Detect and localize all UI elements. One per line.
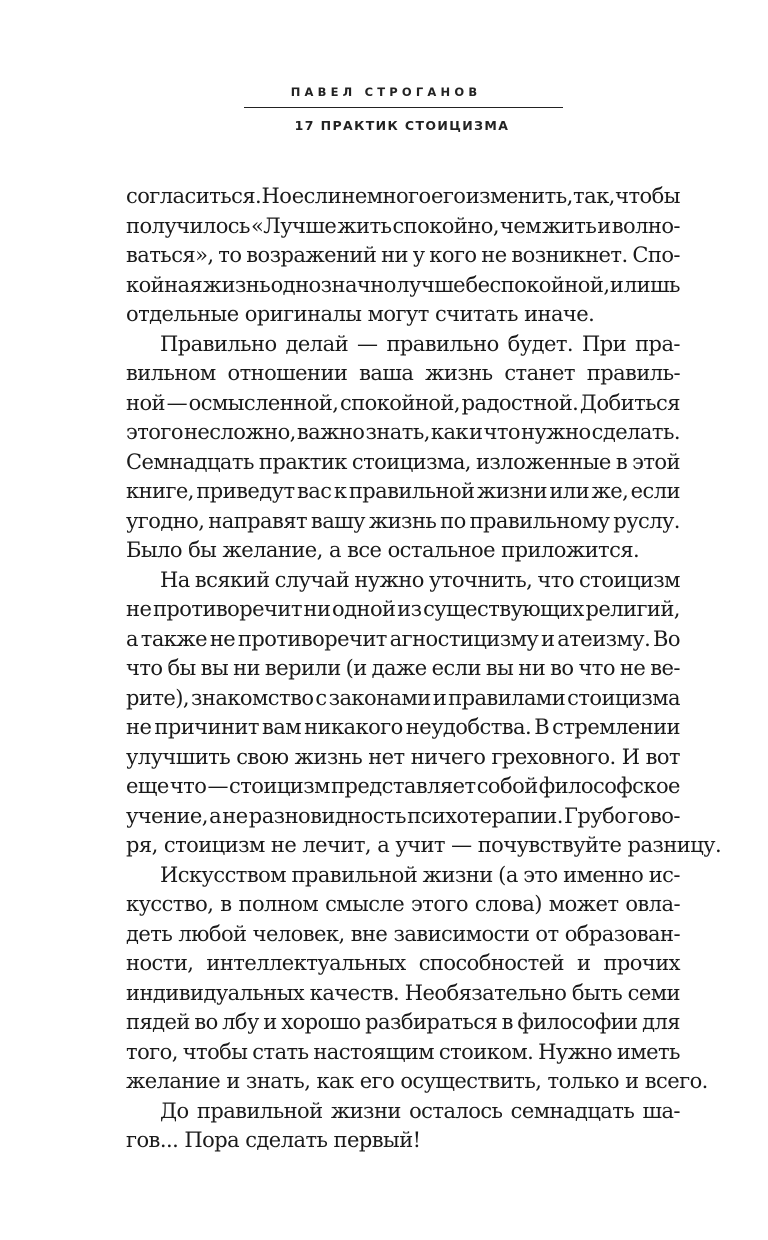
text-line: пядей во лбу и хорошо разбираться в философии для: [126, 1010, 680, 1034]
text-line: книге, приведут вас к правильной жизни или же, если: [126, 479, 680, 503]
text-line: улучшить свою жизнь нет ничего греховного. И вот: [126, 744, 680, 769]
running-head-book-title: 17 ПРАКТИК СТОИЦИЗМА: [294, 118, 510, 133]
text-line: индивидуальных качеств. Необязательно быть семи: [126, 980, 680, 1005]
text-line: что бы вы ни верили (и даже если вы ни во что не ве-: [126, 656, 680, 680]
text-line: Правильно делай — правильно будет. При пра-: [160, 331, 680, 356]
text-line: Семнадцать практик стоицизма, изложенные в этой: [126, 449, 680, 474]
text-line: а также не противоречит агностицизму и атеизму. Во: [126, 626, 680, 651]
text-line: ной — осмысленной, спокойной, радостной. Добиться: [126, 390, 680, 415]
text-line: кусство, в полном смысле этого слова) может овла-: [126, 892, 680, 916]
text-line: ности, интеллектуальных способностей и прочих: [126, 951, 680, 975]
text-line: этого несложно, важно знать, как и что нужно сделать.: [126, 420, 680, 444]
text-line: До правильной жизни осталось семнадцать ша-: [160, 1098, 680, 1123]
text-line: не причинит вам никакого неудобства. В стремлении: [126, 715, 680, 739]
text-line: гов... Пора сделать первый!: [126, 1128, 421, 1152]
text-line: Было бы желание, а все остальное приложится.: [126, 538, 640, 562]
text-line: вильном отношении ваша жизнь станет правиль-: [126, 361, 680, 385]
text-line: желание и знать, как его осуществить, только и всего.: [126, 1069, 708, 1093]
text-line: Искусством правильной жизни (а это именно ис-: [160, 862, 680, 887]
running-header: [0, 84, 768, 134]
paragraph: [126, 182, 680, 330]
text-line: отдельные оригиналы могут считать иначе.: [126, 302, 595, 326]
running-head-author: ПАВЕЛ СТРОГАНОВ: [290, 85, 482, 99]
paragraph: [126, 330, 680, 566]
text-line: рите), знакомство с законами и правилами стоицизма: [126, 685, 680, 710]
text-line: еще что — стоицизм представляет собой философское: [126, 774, 680, 798]
header-divider: [244, 107, 563, 108]
text-line: того, чтобы стать настоящим стоиком. Нужно иметь: [126, 1039, 680, 1064]
paragraph: [126, 861, 708, 1097]
text-line: На всякий случай нужно уточнить, что стоицизм: [160, 567, 680, 592]
text-line: ваться», то возражений ни у кого не возникнет. Спо-: [126, 243, 680, 267]
text-line: деть любой человек, вне зависимости от образован-: [126, 921, 680, 946]
text-line: учение, а не разновидность психотерапии. Грубо гово-: [126, 803, 680, 828]
text-line: ря, стоицизм не лечит, а учит — почувствуйте разницу.: [126, 833, 722, 857]
text-line: не противоречит ни одной из существующих религий,: [126, 597, 680, 621]
paragraph: [126, 566, 722, 861]
text-line: угодно, направят вашу жизнь по правильному руслу.: [126, 508, 680, 533]
text-line: согласиться. Но если немного его изменить, так, чтобы: [126, 184, 680, 208]
text-line: койная жизнь однозначно лучше беспокойной, и лишь: [126, 272, 680, 297]
body-text: [126, 182, 722, 1156]
text-line: получилось «Лучше жить спокойно, чем жить и волно-: [126, 213, 680, 238]
paragraph: [126, 1097, 680, 1156]
